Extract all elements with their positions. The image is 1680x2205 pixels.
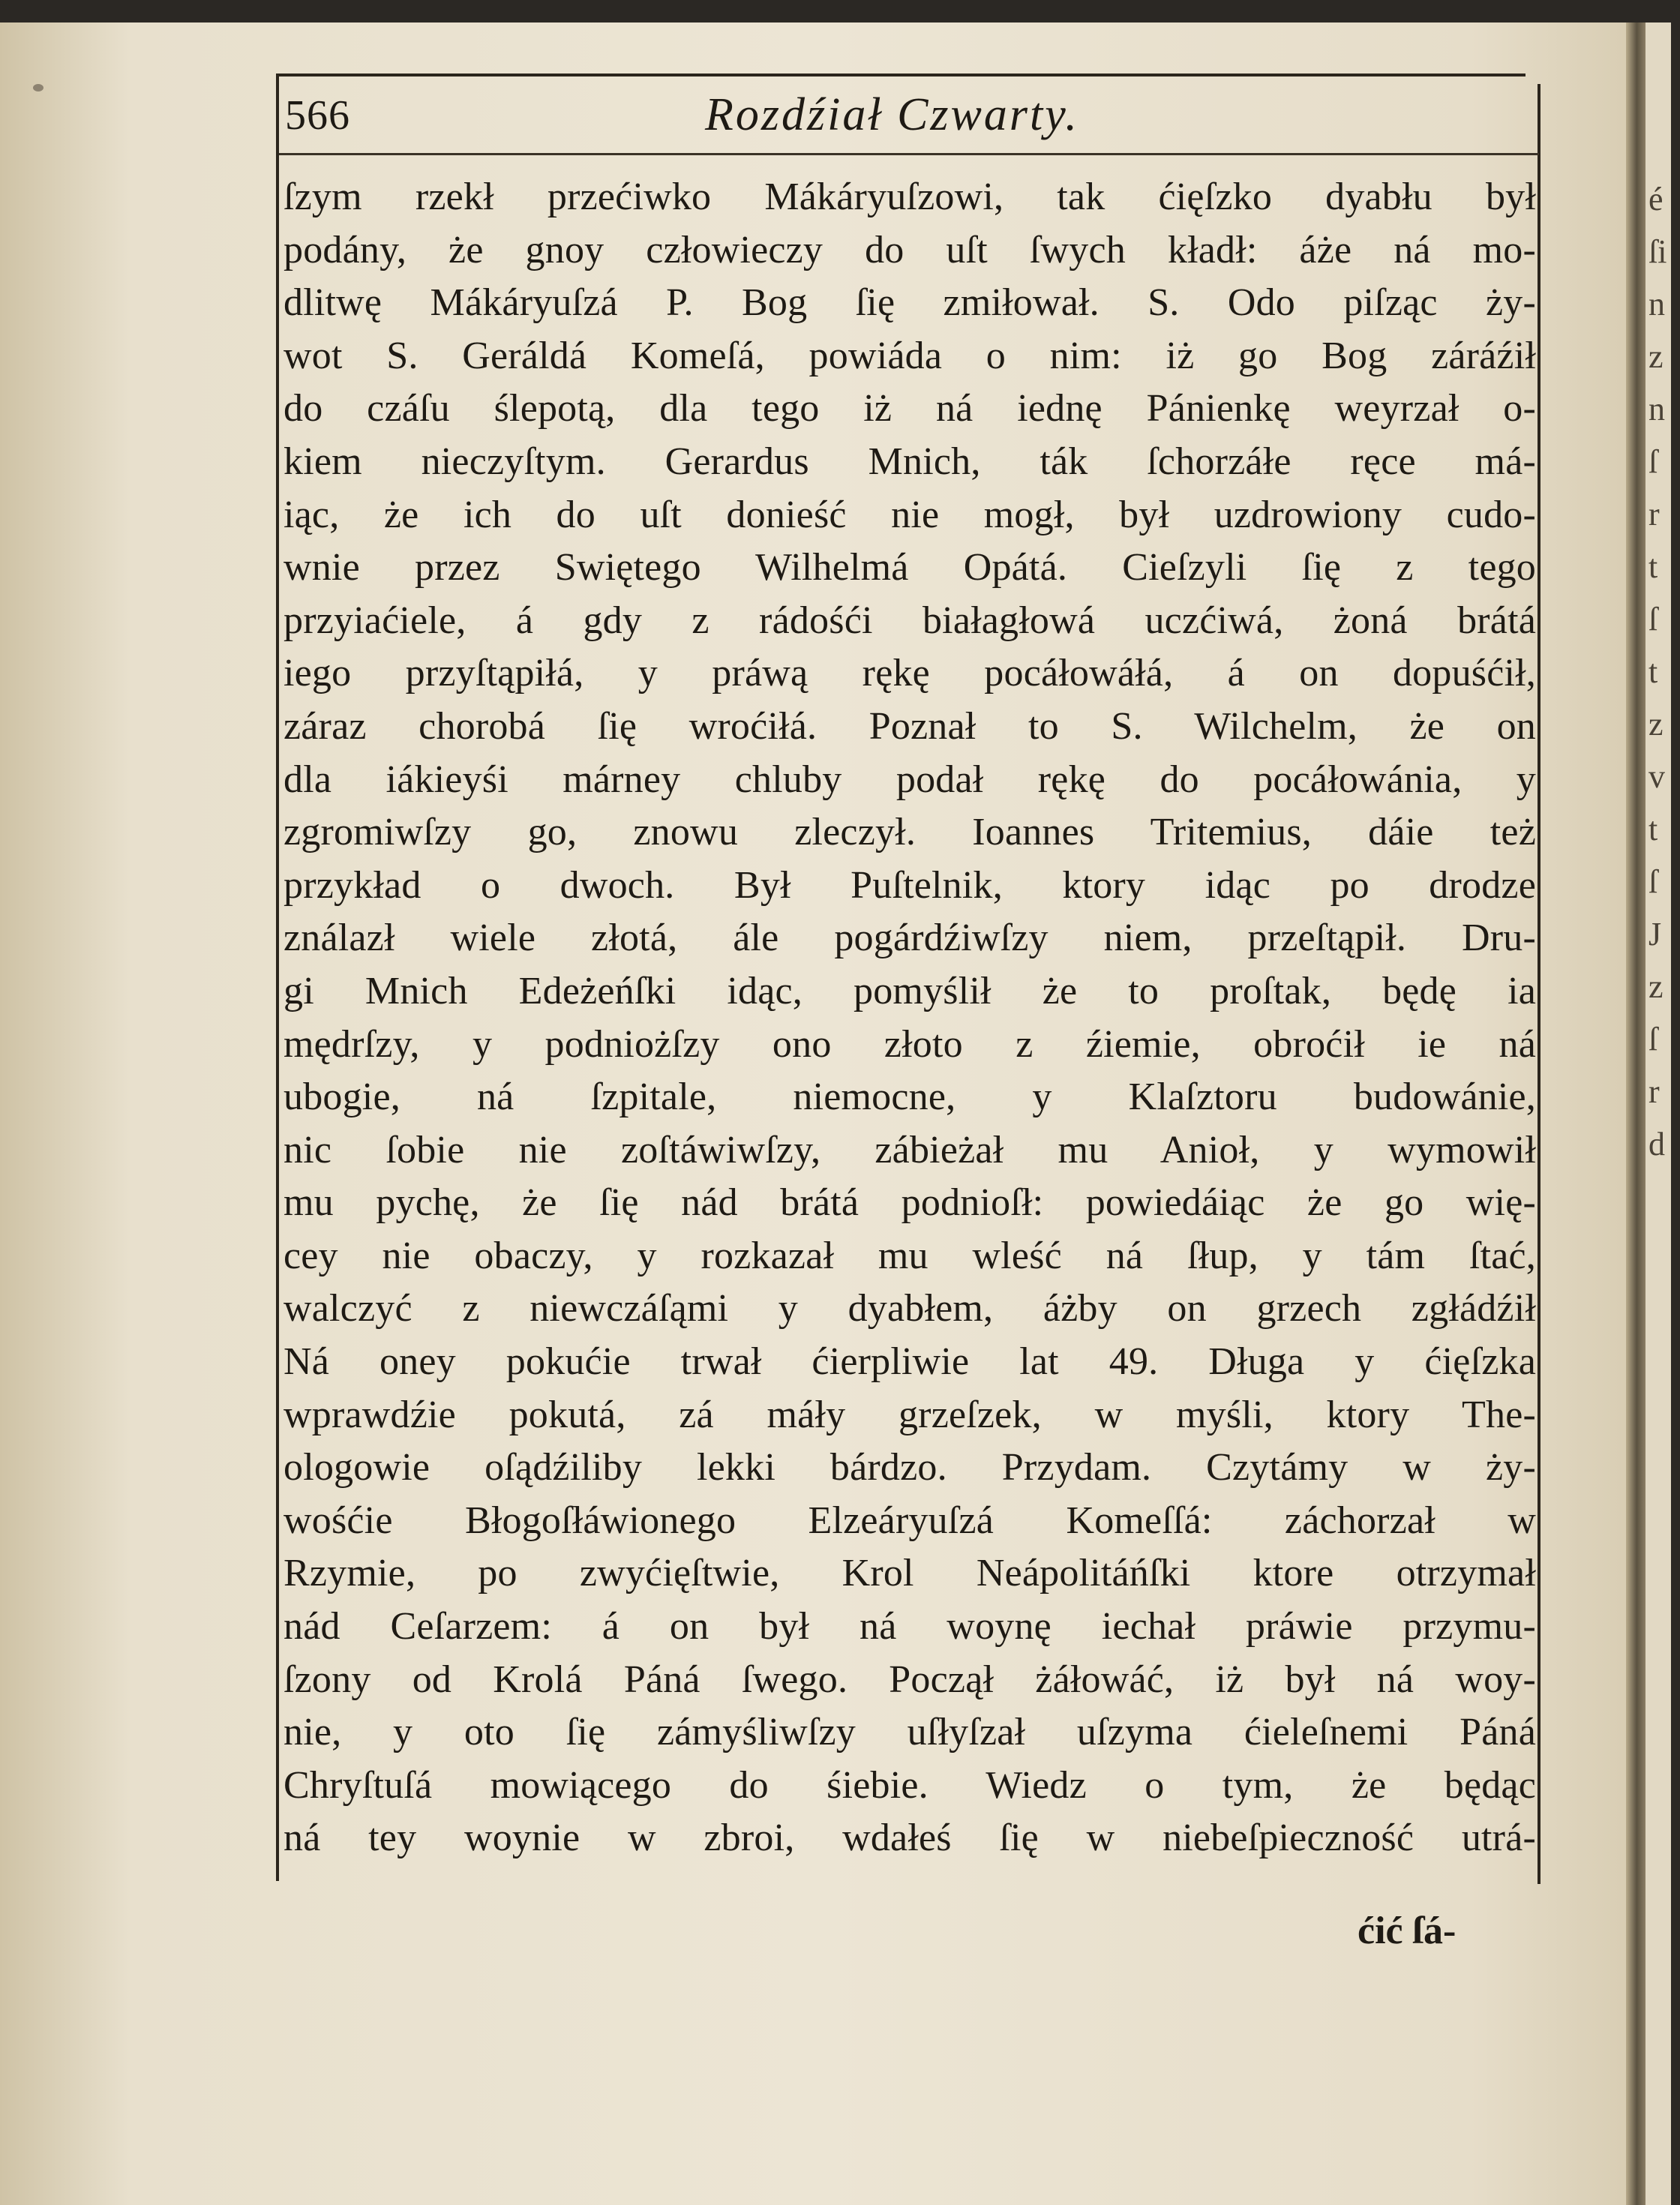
page-number: 566 xyxy=(285,92,350,139)
facing-page-letter: r xyxy=(1648,1073,1660,1110)
text-line: iego przyſtąpiłá, y práwą rękę pocáłowáłá, á on dopuśćił, xyxy=(284,652,1536,695)
frame-rule-right xyxy=(1538,84,1540,1884)
text-line: iąc, że ich do uſt donieść nie mogł, był uzdrowiony cudo- xyxy=(284,493,1536,536)
text-line: do czáſu ślepotą, dla tego iż ná iednę Pánienkę weyrzał o- xyxy=(284,387,1536,430)
facing-page-letter: d xyxy=(1648,1126,1665,1162)
frame-rule-top xyxy=(276,74,1526,76)
text-line: zgromiwſzy go, znowu zleczył. Ioannes Tritemius, dáie też xyxy=(284,811,1536,854)
text-line: ſzym rzekł przećiwko Mákáryuſzowi, tak ćięſzko dyabłu był xyxy=(284,176,1536,218)
body-text xyxy=(284,171,1536,1865)
text-line: wnie przez Swiętego Wilhelmá Opátá. Cieſzyli ſię z tego xyxy=(284,546,1536,590)
text-line: ná tey woynie w zbroi, wdałeś ſię w niebeſpieczność utrá- xyxy=(284,1816,1536,1860)
text-line: podány, że gnoy człowieczy do uſt ſwych kładł: áże ná mo- xyxy=(284,228,1536,272)
facing-page-letter: ſ xyxy=(1648,1021,1658,1058)
facing-page-letter: r xyxy=(1648,496,1660,532)
header-rule xyxy=(279,153,1539,155)
facing-page-letter: z xyxy=(1648,338,1664,375)
text-line: dla iákieyśi márney chluby podał rękę do pocáłowánia, y xyxy=(284,758,1536,801)
catchword: ćić ſá- xyxy=(1358,1910,1456,1952)
text-line: ubogie, ná ſzpitale, niemocne, y Klaſztoru budowánie, xyxy=(284,1076,1536,1119)
scanner-background-right xyxy=(1671,0,1680,2205)
frame-rule-left xyxy=(276,74,279,1881)
facing-page-letter: ſi xyxy=(1648,233,1667,270)
text-line: nic ſobie nie zoſtáwiwſzy, zábieżał mu Anioł, y wymowił xyxy=(284,1128,1536,1172)
text-line: Ná oney pokućie trwał ćierpliwie lat 49. Długa y ćięſzka xyxy=(284,1340,1536,1384)
facing-page-letter: t xyxy=(1648,653,1658,690)
facing-page-letter: ſ xyxy=(1648,443,1658,480)
text-line: przykład o dwoch. Był Puſtelnik, ktory idąc po drodze xyxy=(284,863,1536,907)
text-line: wot S. Geráldá Komeſá, powiáda o nim: iż go Bog záráźił xyxy=(284,334,1536,377)
text-line: Rzymie, po zwyćięſtwie, Krol Neápolitáńſki ktore otrzymał xyxy=(284,1552,1536,1595)
text-line: ználazł wiele złotá, ále pogárdźiwſzy niem, przeſtąpił. Dru- xyxy=(284,916,1536,960)
text-line: ologowie oſądźiliby lekki bárdzo. Przydam. Czytámy w ży- xyxy=(284,1446,1536,1490)
text-line: walczyć z niewczáſąmi y dyabłem, áżby on grzech zgłádźił xyxy=(284,1287,1536,1330)
text-line: nie, y oto ſię zámyśliwſzy uſłyſzał uſzyma ćieleſnemi Páná xyxy=(284,1711,1536,1754)
text-line: nád Ceſarzem: á on był ná woynę iechał práwie przymu- xyxy=(284,1605,1536,1648)
text-line: dlitwę Mákáryuſzá P. Bog ſię zmiłował. S. Odo piſząc ży- xyxy=(284,281,1536,325)
text-line: cey nie obaczy, y rozkazał mu wleść ná ſłup, y tám ſtać, xyxy=(284,1234,1536,1277)
facing-page-letter: J xyxy=(1648,916,1662,952)
facing-page-letter: ſ xyxy=(1648,863,1658,900)
facing-page-letter: n xyxy=(1648,286,1665,322)
text-line: gi Mnich Edeżeńſki idąc, pomyślił że to proſtak, będę ia xyxy=(284,969,1536,1012)
facing-page-letter: t xyxy=(1648,811,1658,848)
text-line: mu pychę, że ſię nád brátá podnioſł: powiedáiąc że go wię- xyxy=(284,1181,1536,1225)
facing-page-letter: é xyxy=(1648,181,1664,218)
text-line: mędrſzy, y podniożſzy ono złoto z źiemie, obroćił ie ná xyxy=(284,1022,1536,1066)
ink-smudge xyxy=(33,84,44,92)
text-line: wprawdźie pokutá, zá máły grzeſzek, w myśli, ktory The- xyxy=(284,1393,1536,1436)
text-line: ſzony od Krolá Páná ſwego. Począł żáłowáć, iż był ná woy- xyxy=(284,1658,1536,1701)
facing-page-letter: z xyxy=(1648,706,1664,742)
facing-page-letter: t xyxy=(1648,548,1658,585)
text-line: przyiaćiele, á gdy z rádośći białagłowá uczćiwá, żoná brátá xyxy=(284,598,1536,642)
text-line: záraz chorobá ſię wroćiłá. Poznał to S. Wilchelm, że on xyxy=(284,704,1536,748)
text-line: Chryſtuſá mowiącego do śiebie. Wiedz o tym, że będąc xyxy=(284,1763,1536,1807)
text-line: kiem nieczyſtym. Gerardus Mnich, ták ſchorzáłe ręce má- xyxy=(284,440,1536,483)
facing-page-edge xyxy=(1646,22,1671,2205)
facing-page-letter: z xyxy=(1648,968,1664,1005)
facing-page-letter: n xyxy=(1648,391,1665,428)
text-line: wośćie Błogoſłáwionego Elzeáryuſzá Komeſſá: záchorzał w xyxy=(284,1498,1536,1542)
book-gutter xyxy=(1626,22,1646,2205)
facing-page-letter: ſ xyxy=(1648,601,1658,638)
running-title: Rozdźiał Czwarty. xyxy=(705,89,1079,140)
facing-page-letter: v xyxy=(1648,758,1665,795)
